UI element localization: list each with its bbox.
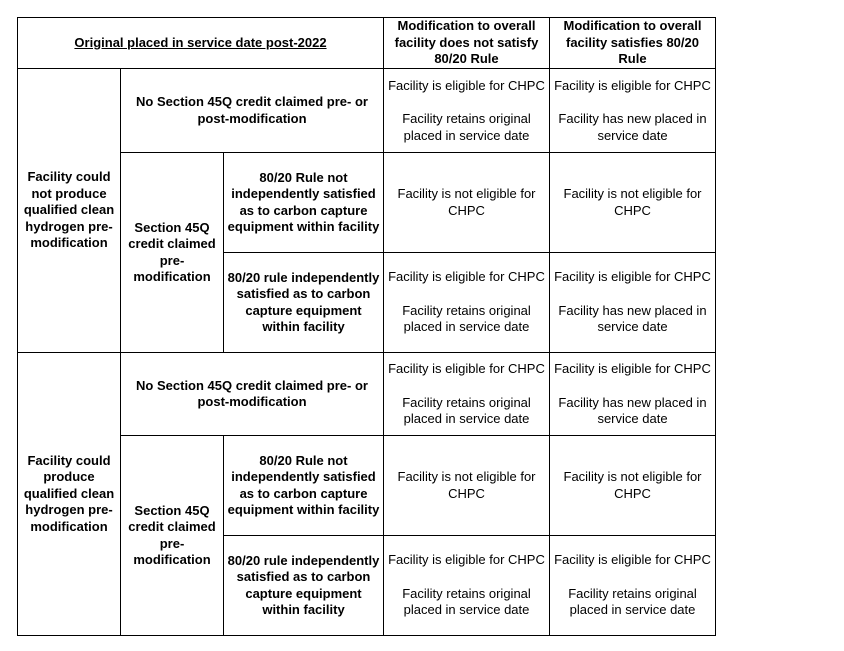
decision-table xyxy=(17,17,716,636)
outcome-cell xyxy=(550,69,716,153)
outcome-service-date: Facility retains original placed in service date xyxy=(402,302,531,335)
outcome-cell xyxy=(550,536,716,636)
outcome-eligibility: Facility is eligible for CHPC xyxy=(388,77,545,93)
outcome-eligibility: Facility is not eligible for CHPC xyxy=(384,436,550,536)
outcome-eligibility: Facility is eligible for CHPC xyxy=(388,269,545,285)
sub-label: 80/20 Rule not independently satisfied as to carbon capture equipment within facility xyxy=(224,436,384,536)
table-row xyxy=(18,69,716,153)
outcome-cell xyxy=(550,253,716,353)
outcome-cell xyxy=(384,69,550,153)
outcome-eligibility: Facility is eligible for CHPC xyxy=(388,552,545,568)
credit-label: Section 45Q credit claimed pre-modification xyxy=(121,436,224,636)
outcome-eligibility: Facility is eligible for CHPC xyxy=(388,361,545,377)
outcome-eligibility: Facility is not eligible for CHPC xyxy=(550,153,716,253)
group-label: Facility could produce qualified clean hydrogen pre-modification xyxy=(18,353,121,636)
no-credit-label: No Section 45Q credit claimed pre- or post-modification xyxy=(121,69,384,153)
outcome-eligibility: Facility is eligible for CHPC xyxy=(554,269,711,285)
outcome-eligibility: Facility is eligible for CHPC xyxy=(554,361,711,377)
header-title-cell xyxy=(18,18,384,69)
table-row xyxy=(18,353,716,436)
outcome-service-date: Facility has new placed in service date xyxy=(558,302,707,335)
group-label: Facility could not produce qualified clean hydrogen pre-modification xyxy=(18,69,121,353)
outcome-service-date: Facility retains original placed in service date xyxy=(568,585,697,618)
no-credit-label: No Section 45Q credit claimed pre- or post-modification xyxy=(121,353,384,436)
sub-label: 80/20 Rule not independently satisfied as to carbon capture equipment within facility xyxy=(224,153,384,253)
outcome-eligibility: Facility is not eligible for CHPC xyxy=(384,153,550,253)
sub-label: 80/20 rule independently satisfied as to carbon capture equipment within facility xyxy=(224,536,384,636)
outcome-service-date: Facility retains original placed in service date xyxy=(402,585,531,618)
outcome-cell xyxy=(384,353,550,436)
header-col1: Modification to overall facility does not satisfy 80/20 Rule xyxy=(384,18,550,69)
outcome-eligibility: Facility is not eligible for CHPC xyxy=(550,436,716,536)
header-col2: Modification to overall facility satisfies 80/20 Rule xyxy=(550,18,716,69)
sub-label: 80/20 rule independently satisfied as to carbon capture equipment within facility xyxy=(224,253,384,353)
table-row xyxy=(18,153,716,253)
outcome-cell xyxy=(384,253,550,353)
outcome-service-date: Facility has new placed in service date xyxy=(558,394,707,427)
credit-label: Section 45Q credit claimed pre-modification xyxy=(121,153,224,353)
table-row xyxy=(18,436,716,536)
header-row xyxy=(18,18,716,69)
outcome-service-date: Facility retains original placed in service date xyxy=(402,394,531,427)
outcome-cell xyxy=(384,536,550,636)
outcome-service-date: Facility has new placed in service date xyxy=(558,111,707,143)
outcome-service-date: Facility retains original placed in service date xyxy=(402,111,531,143)
outcome-eligibility: Facility is eligible for CHPC xyxy=(554,552,711,568)
outcome-eligibility: Facility is eligible for CHPC xyxy=(554,77,711,93)
outcome-cell xyxy=(550,353,716,436)
header-title: Original placed in service date post-2022 xyxy=(74,34,327,50)
